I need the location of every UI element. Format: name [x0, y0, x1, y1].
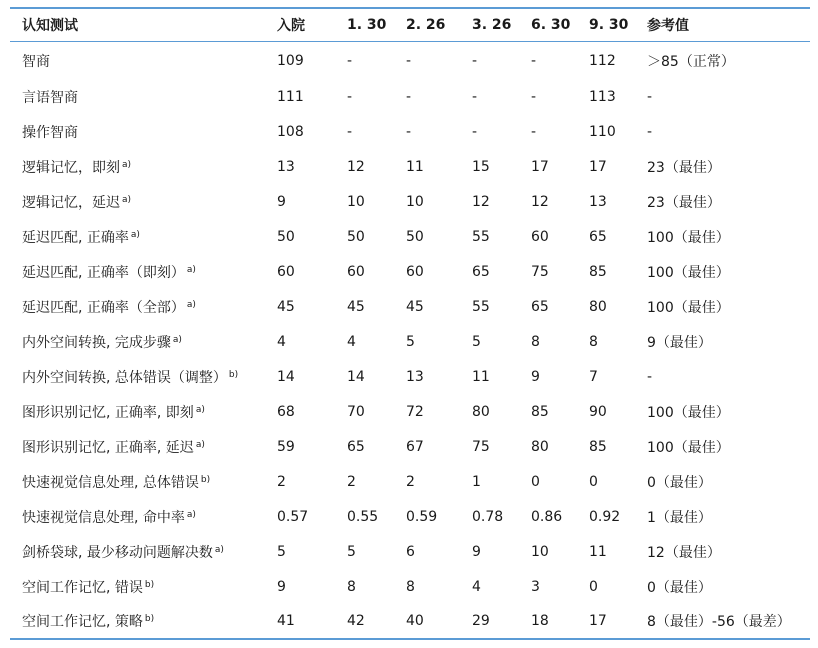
table-row [10, 114, 810, 149]
value-cell: - [472, 123, 478, 140]
value-cell: 0.92 [589, 508, 621, 525]
value-cell: 6 [406, 543, 415, 560]
value-cell: 0.55 [347, 508, 379, 525]
value-cell: 13 [589, 193, 607, 210]
footnote-marker: a) [186, 264, 196, 275]
value-cell: 67 [406, 438, 424, 455]
cognitive-test-table [10, 7, 810, 640]
test-name: 快速视觉信息处理, 总体错误 [22, 474, 199, 491]
value-cell: 5 [472, 333, 481, 350]
header-admission: 入院 [277, 18, 305, 34]
value-cell: 1 [472, 473, 481, 490]
value-cell: 45 [347, 298, 365, 315]
test-name: 内外空间转换, 总体错误（调整） [22, 369, 227, 386]
test-name-cell [10, 149, 265, 184]
test-name: 言语智商 [22, 89, 78, 106]
value-cell: 80 [589, 298, 607, 315]
table-row [10, 42, 810, 80]
table-row [10, 254, 810, 289]
reference-cell: 100（最佳） [647, 439, 730, 456]
value-cell: 14 [277, 368, 295, 385]
footnote-marker: a) [214, 544, 224, 555]
value-cell: - [472, 52, 478, 69]
value-cell: 15 [472, 158, 490, 175]
reference-cell: - [647, 368, 653, 385]
value-cell: 13 [277, 158, 295, 175]
table-row [10, 499, 810, 534]
cognitive-test-table-container [10, 7, 810, 640]
reference-cell: - [647, 123, 653, 140]
value-cell: 12 [531, 193, 549, 210]
table-row [10, 79, 810, 114]
value-cell: 0.57 [277, 508, 309, 525]
value-cell: 5 [277, 543, 286, 560]
test-name-cell [10, 429, 265, 464]
test-name-cell [10, 359, 265, 394]
value-cell: 8 [531, 333, 540, 350]
value-cell: 9 [531, 368, 540, 385]
test-name-cell [10, 79, 265, 114]
header-date-2-26: 2. 26 [406, 17, 446, 33]
footnote-marker: b) [228, 369, 239, 380]
value-cell: 0.86 [531, 508, 563, 525]
value-cell: 17 [589, 158, 607, 175]
value-cell: 55 [472, 228, 490, 245]
value-cell: 65 [531, 298, 549, 315]
value-cell: 60 [277, 263, 295, 280]
table-row [10, 429, 810, 464]
value-cell: 60 [406, 263, 424, 280]
test-name: 延迟匹配, 正确率（即刻） [22, 264, 185, 281]
value-cell: 13 [406, 368, 424, 385]
footnote-marker: b) [144, 614, 155, 624]
value-cell: 60 [531, 228, 549, 245]
table-row [10, 604, 810, 639]
test-name: 延迟匹配, 正确率 [22, 229, 129, 246]
value-cell: 80 [472, 403, 490, 420]
footnote-marker: b) [200, 474, 211, 485]
value-cell: 10 [531, 543, 549, 560]
test-name: 快速视觉信息处理, 命中率 [22, 509, 185, 526]
table-row [10, 394, 810, 429]
reference-cell: 23（最佳） [647, 194, 721, 211]
table-row [10, 569, 810, 604]
value-cell: - [347, 123, 353, 140]
table-row [10, 359, 810, 394]
value-cell: 110 [589, 123, 616, 140]
header-date-9-30: 9. 30 [589, 17, 629, 33]
value-cell: 2 [277, 473, 286, 490]
value-cell: 109 [277, 52, 304, 69]
test-name-cell [10, 219, 265, 254]
reference-cell: 9（最佳） [647, 334, 712, 351]
footnote-marker: a) [122, 159, 132, 170]
value-cell: - [347, 88, 353, 105]
value-cell: 85 [531, 403, 549, 420]
value-cell: 65 [472, 263, 490, 280]
value-cell: 4 [472, 578, 481, 595]
value-cell: 80 [531, 438, 549, 455]
reference-cell: 100（最佳） [647, 264, 730, 281]
value-cell: - [347, 52, 353, 69]
value-cell: 0.59 [406, 508, 438, 525]
value-cell: - [531, 123, 537, 140]
value-cell: 17 [531, 158, 549, 175]
value-cell: - [472, 88, 478, 105]
value-cell: 75 [472, 438, 490, 455]
value-cell: 65 [347, 438, 365, 455]
value-cell: 10 [406, 193, 424, 210]
header-date-6-30: 6. 30 [531, 17, 571, 33]
value-cell: 4 [347, 333, 356, 350]
value-cell: 0 [531, 473, 540, 490]
test-name: 逻辑记忆，延迟 [22, 194, 120, 211]
header-date-3-26: 3. 26 [472, 17, 512, 33]
value-cell: 7 [589, 368, 598, 385]
value-cell: 0.78 [472, 508, 504, 525]
value-cell: 5 [347, 543, 356, 560]
value-cell: - [531, 52, 537, 69]
value-cell: 40 [406, 613, 424, 629]
test-name-cell [10, 324, 265, 359]
value-cell: 18 [531, 613, 549, 629]
value-cell: 8 [589, 333, 598, 350]
value-cell: 85 [589, 263, 607, 280]
value-cell: - [406, 123, 412, 140]
test-name-cell [10, 42, 265, 80]
reference-cell: 12（最佳） [647, 544, 721, 561]
value-cell: - [406, 52, 412, 69]
reference-cell: - [647, 88, 653, 105]
value-cell: 11 [589, 543, 607, 560]
header-test: 认知测试 [22, 18, 78, 34]
reference-cell: 0（最佳） [647, 474, 712, 491]
value-cell: - [406, 88, 412, 105]
value-cell: 2 [347, 473, 356, 490]
test-name-cell [10, 289, 265, 324]
value-cell: 10 [347, 193, 365, 210]
value-cell: - [531, 88, 537, 105]
reference-cell: 100（最佳） [647, 404, 730, 421]
table-row [10, 184, 810, 219]
table-row [10, 464, 810, 499]
value-cell: 9 [472, 543, 481, 560]
reference-cell: 100（最佳） [647, 299, 730, 316]
footnote-marker: a) [186, 299, 196, 310]
footnote-marker: a) [172, 334, 182, 345]
value-cell: 0 [589, 578, 598, 595]
value-cell: 59 [277, 438, 295, 455]
reference-cell: 100（最佳） [647, 229, 730, 246]
table-body [10, 42, 810, 640]
test-name-cell [10, 184, 265, 219]
reference-cell: 23（最佳） [647, 159, 721, 176]
test-name-cell [10, 569, 265, 604]
value-cell: 65 [589, 228, 607, 245]
test-name: 空间工作记忆, 错误 [22, 579, 143, 596]
test-name-cell [10, 254, 265, 289]
value-cell: 85 [589, 438, 607, 455]
value-cell: 8 [406, 578, 415, 595]
test-name: 智商 [22, 53, 50, 70]
table-row [10, 324, 810, 359]
test-name: 逻辑记忆，即刻 [22, 159, 120, 176]
value-cell: 50 [406, 228, 424, 245]
value-cell: 111 [277, 88, 304, 105]
header-date-1-30: 1. 30 [347, 17, 387, 33]
value-cell: 8 [347, 578, 356, 595]
test-name: 操作智商 [22, 124, 78, 141]
value-cell: 2 [406, 473, 415, 490]
value-cell: 55 [472, 298, 490, 315]
value-cell: 29 [472, 613, 490, 629]
value-cell: 3 [531, 578, 540, 595]
table-header [10, 8, 810, 42]
test-name: 剑桥袋球, 最少移动问题解决数 [22, 544, 213, 561]
value-cell: 50 [277, 228, 295, 245]
test-name: 内外空间转换, 完成步骤 [22, 334, 171, 351]
reference-cell: ＞85（正常） [647, 53, 735, 70]
test-name: 图形识别记忆, 正确率, 延迟 [22, 439, 194, 456]
footnote-marker: a) [122, 194, 132, 205]
footnote-marker: a) [195, 439, 205, 450]
reference-cell: 0（最佳） [647, 579, 712, 596]
value-cell: 11 [472, 368, 490, 385]
reference-cell: 1（最佳） [647, 509, 712, 526]
footnote-marker: a) [130, 229, 140, 240]
value-cell: 12 [347, 158, 365, 175]
value-cell: 45 [406, 298, 424, 315]
test-name-cell [10, 604, 265, 639]
value-cell: 45 [277, 298, 295, 315]
test-name: 延迟匹配, 正确率（全部） [22, 299, 185, 316]
footnote-marker: b) [144, 579, 155, 590]
value-cell: 17 [589, 613, 607, 629]
table-row [10, 534, 810, 569]
value-cell: 72 [406, 403, 424, 420]
value-cell: 41 [277, 613, 295, 629]
test-name-cell [10, 534, 265, 569]
table-row [10, 289, 810, 324]
value-cell: 0 [589, 473, 598, 490]
value-cell: 60 [347, 263, 365, 280]
value-cell: 14 [347, 368, 365, 385]
value-cell: 9 [277, 578, 286, 595]
value-cell: 4 [277, 333, 286, 350]
value-cell: 5 [406, 333, 415, 350]
header-row [10, 8, 810, 42]
test-name: 空间工作记忆, 策略 [22, 614, 143, 630]
value-cell: 42 [347, 613, 365, 629]
value-cell: 68 [277, 403, 295, 420]
test-name-cell [10, 114, 265, 149]
table-row [10, 149, 810, 184]
value-cell: 113 [589, 88, 616, 105]
header-reference: 参考值 [647, 18, 689, 34]
footnote-marker: a) [186, 509, 196, 520]
value-cell: 108 [277, 123, 304, 140]
value-cell: 70 [347, 403, 365, 420]
value-cell: 112 [589, 52, 616, 69]
reference-cell: 8（最佳）-56（最差） [647, 614, 791, 630]
test-name-cell [10, 499, 265, 534]
value-cell: 75 [531, 263, 549, 280]
value-cell: 12 [472, 193, 490, 210]
test-name-cell [10, 394, 265, 429]
value-cell: 11 [406, 158, 424, 175]
test-name-cell [10, 464, 265, 499]
test-name: 图形识别记忆, 正确率, 即刻 [22, 404, 194, 421]
value-cell: 50 [347, 228, 365, 245]
footnote-marker: a) [195, 404, 205, 415]
value-cell: 9 [277, 193, 286, 210]
value-cell: 90 [589, 403, 607, 420]
table-row [10, 219, 810, 254]
